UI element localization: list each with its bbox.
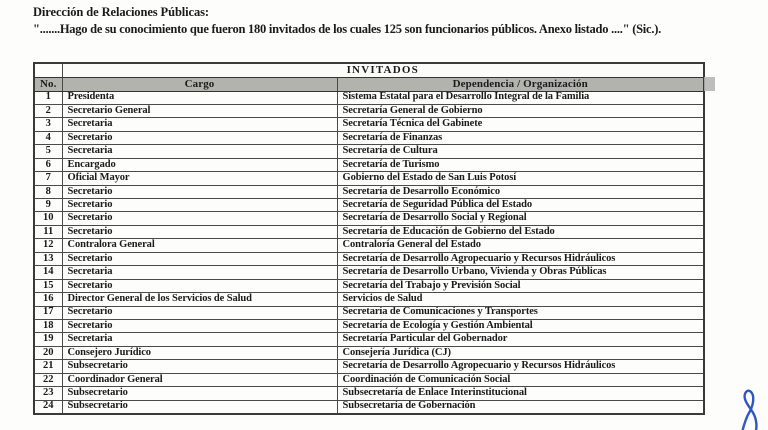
cell-cargo: Secretario — [62, 279, 337, 292]
cell-no: 16 — [34, 293, 62, 306]
table-row — [34, 266, 704, 279]
column-header-dependencia: Dependencia / Organización — [337, 77, 704, 91]
invitados-table — [33, 62, 705, 415]
cell-dep: Secretaría de Turismo — [337, 158, 704, 171]
column-header-no: No. — [34, 77, 62, 91]
cell-dep: Secretaría de Cultura — [337, 145, 704, 158]
ink-loop-path — [743, 391, 757, 430]
cell-dep: Secretaría del Trabajo y Previsión Social — [337, 279, 704, 292]
cell-no: 12 — [34, 239, 62, 252]
cell-dep: Gobierno del Estado de San Luis Potosí — [337, 172, 704, 185]
empty-corner-cell — [34, 63, 62, 77]
table-row — [34, 239, 704, 252]
cell-cargo: Secretario — [62, 225, 337, 238]
cell-cargo: Oficial Mayor — [62, 172, 337, 185]
cell-dep: Sistema Estatal para el Desarrollo Integral de la Familia — [337, 91, 704, 104]
cell-dep: Secretaría de Desarrollo Social y Regional — [337, 212, 704, 225]
table-header-row — [34, 77, 704, 91]
cell-dep: Secretaría de Finanzas — [337, 131, 704, 144]
table-title-row — [34, 63, 704, 77]
cell-cargo: Secretario — [62, 319, 337, 332]
invitados-table-body — [34, 91, 704, 414]
cell-dep: Coordinación de Comunicación Social — [337, 373, 704, 386]
cell-no: 18 — [34, 319, 62, 332]
table-title: INVITADOS — [62, 63, 704, 77]
cell-no: 6 — [34, 158, 62, 171]
cell-dep: Secretaría de Desarrollo Urbano, Vivienda y Obras Públicas — [337, 266, 704, 279]
cell-no: 13 — [34, 252, 62, 265]
cell-dep: Secretaría de Seguridad Pública del Estado — [337, 199, 704, 212]
table-row — [34, 118, 704, 131]
cell-cargo: Secretario — [62, 131, 337, 144]
cell-dep: Secretaría de Comunicaciones y Transportes — [337, 306, 704, 319]
cell-dep: Servicios de Salud — [337, 293, 704, 306]
cell-cargo: Secretario — [62, 306, 337, 319]
cell-cargo: Contralora General — [62, 239, 337, 252]
table-row — [34, 333, 704, 346]
table-row — [34, 306, 704, 319]
cell-dep: Secretaría de Educación de Gobierno del Estado — [337, 225, 704, 238]
quote-line: ".......Hago de su conocimiento que fueron 180 invitados de los cuales 125 son funcionarios públicos. Anexo listado ...." (Sic.). — [33, 22, 661, 36]
cell-dep: Secretaría General de Gobierno — [337, 104, 704, 117]
cell-cargo: Subsecretario — [62, 400, 337, 413]
cell-cargo: Secretaria — [62, 266, 337, 279]
cell-cargo: Encargado — [62, 158, 337, 171]
cell-cargo: Subsecretario — [62, 387, 337, 400]
cell-no: 11 — [34, 225, 62, 238]
cell-no: 19 — [34, 333, 62, 346]
cell-no: 21 — [34, 360, 62, 373]
table-row — [34, 400, 704, 413]
cell-no: 4 — [34, 131, 62, 144]
table-row — [34, 172, 704, 185]
cell-dep: Consejería Jurídica (CJ) — [337, 346, 704, 359]
cell-no: 20 — [34, 346, 62, 359]
cell-cargo: Secretario — [62, 185, 337, 198]
handwritten-ink-mark — [737, 387, 764, 430]
table-row — [34, 104, 704, 117]
cell-no: 3 — [34, 118, 62, 131]
page-title: Dirección de Relaciones Públicas: — [33, 5, 209, 19]
cell-dep: Secretaría de Ecología y Gestión Ambiental — [337, 319, 704, 332]
cell-dep: Subsecretaría de Enlace Interinstitucional — [337, 387, 704, 400]
cell-no: 2 — [34, 104, 62, 117]
cell-cargo: Secretaria — [62, 145, 337, 158]
cell-dep: Subsecretaría de Gobernación — [337, 400, 704, 413]
cell-cargo: Secretaria — [62, 333, 337, 346]
table-row — [34, 131, 704, 144]
cell-cargo: Director General de los Servicios de Salud — [62, 293, 337, 306]
cell-no: 14 — [34, 266, 62, 279]
cell-no: 1 — [34, 91, 62, 104]
table-row — [34, 252, 704, 265]
table-row — [34, 185, 704, 198]
cell-dep: Secretaría de Desarrollo Económico — [337, 185, 704, 198]
cell-cargo: Coordinador General — [62, 373, 337, 386]
cell-cargo: Secretaria — [62, 118, 337, 131]
cell-cargo: Subsecretario — [62, 360, 337, 373]
cell-cargo: Secretario — [62, 252, 337, 265]
table-row — [34, 225, 704, 238]
cell-dep: Secretaría de Desarrollo Agropecuario y Recursos Hidráulicos — [337, 360, 704, 373]
cell-no: 24 — [34, 400, 62, 413]
cell-no: 15 — [34, 279, 62, 292]
table-row — [34, 360, 704, 373]
table-row — [34, 199, 704, 212]
cell-cargo: Presidenta — [62, 91, 337, 104]
cell-dep: Secretaría de Desarrollo Agropecuario y Recursos Hidráulicos — [337, 252, 704, 265]
cell-no: 5 — [34, 145, 62, 158]
cell-no: 8 — [34, 185, 62, 198]
table-row — [34, 158, 704, 171]
column-header-cargo: Cargo — [62, 77, 337, 91]
cell-dep: Contraloría General del Estado — [337, 239, 704, 252]
cell-no: 23 — [34, 387, 62, 400]
cell-no: 17 — [34, 306, 62, 319]
cell-no: 22 — [34, 373, 62, 386]
table-row — [34, 319, 704, 332]
cell-cargo: Consejero Jurídico — [62, 346, 337, 359]
table-row — [34, 279, 704, 292]
scan-artifact-gray-band — [704, 77, 715, 91]
cell-cargo: Secretario — [62, 212, 337, 225]
cell-no: 9 — [34, 199, 62, 212]
table-row — [34, 212, 704, 225]
table-row — [34, 373, 704, 386]
cell-cargo: Secretario General — [62, 104, 337, 117]
cell-dep: Secretaría Técnica del Gabinete — [337, 118, 704, 131]
cell-dep: Secretaría Particular del Gobernador — [337, 333, 704, 346]
table-row — [34, 145, 704, 158]
table-row — [34, 91, 704, 104]
cell-no: 10 — [34, 212, 62, 225]
table-row — [34, 293, 704, 306]
table-row — [34, 346, 704, 359]
cell-cargo: Secretario — [62, 199, 337, 212]
cell-no: 7 — [34, 172, 62, 185]
table-row — [34, 387, 704, 400]
